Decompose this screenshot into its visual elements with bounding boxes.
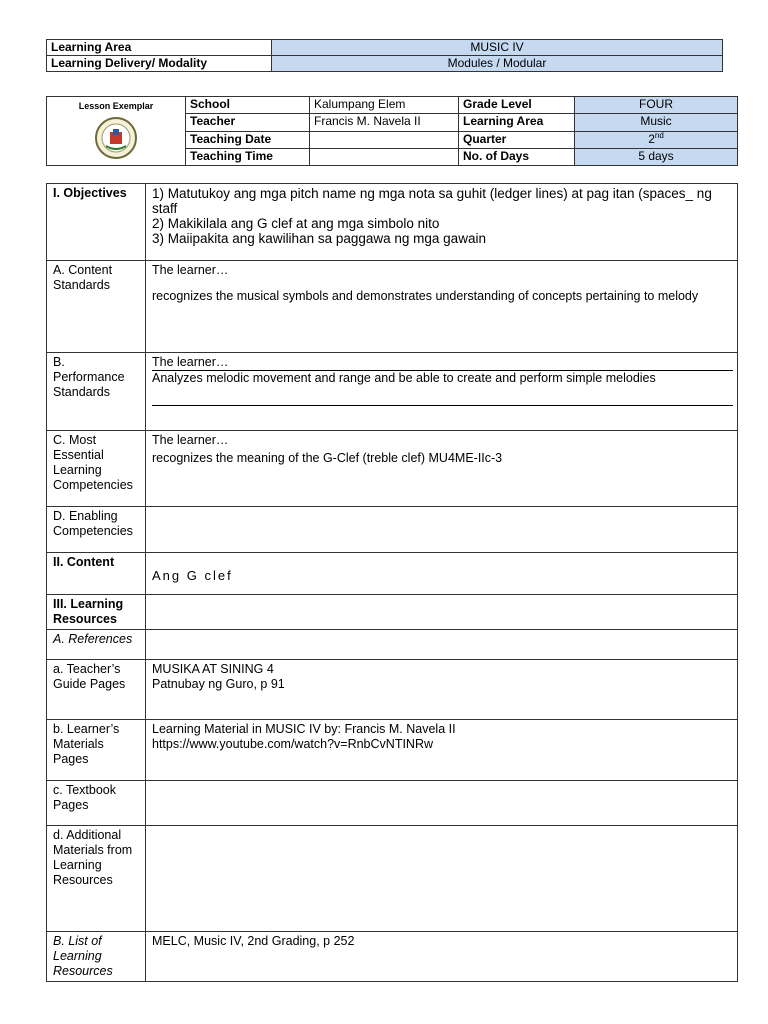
melc-cell <box>146 431 738 507</box>
header-table <box>46 39 723 72</box>
exemplar-table <box>46 96 738 166</box>
melc-intro: The learner… <box>152 433 229 447</box>
school-seal-icon <box>94 116 138 160</box>
objectives-label: I. Objectives <box>47 184 146 261</box>
references-cell <box>146 630 738 660</box>
learners-materials-link[interactable]: https://www.youtube.com/watch?v=RnbCvNTINRw <box>152 737 434 751</box>
area-label: Learning Area <box>459 114 575 131</box>
content-label: II. Content <box>47 553 146 595</box>
list-resources-label: B. List of Learning Resources <box>47 932 146 982</box>
list-resources-cell <box>146 932 738 982</box>
lesson-table <box>46 183 738 982</box>
teachers-guide-line-1: MUSIKA AT SINING 4 <box>152 662 274 676</box>
content-standards-text: recognizes the musical symbols and demonstrates understanding of concepts pertaining to melody <box>152 289 699 303</box>
performance-standards-label: B. Performance Standards <box>47 353 146 431</box>
quarter-label: Quarter <box>459 131 575 148</box>
additional-materials-cell <box>146 826 738 932</box>
additional-materials-label: d. Additional Materials from Learning Resources <box>47 826 146 932</box>
grade-label: Grade Level <box>459 97 575 114</box>
teacher-value: Francis M. Navela II <box>310 114 459 131</box>
quarter-value <box>575 131 738 148</box>
content-standards-intro: The learner… <box>152 263 229 277</box>
performance-standards-intro: The learner… <box>152 355 229 369</box>
resources-label: III. Learning Resources <box>47 595 146 630</box>
time-label: Teaching Time <box>186 148 310 165</box>
quarter-number: 2 <box>648 131 655 146</box>
date-value <box>310 131 459 148</box>
area-value: Music <box>575 114 738 131</box>
enabling-cell <box>146 507 738 553</box>
grade-value: FOUR <box>575 97 738 114</box>
content-cell <box>146 553 738 595</box>
textbook-cell <box>146 781 738 826</box>
learners-materials-cell <box>146 720 738 781</box>
school-label: School <box>186 97 310 114</box>
enabling-label: D. Enabling Competencies <box>47 507 146 553</box>
days-label: No. of Days <box>459 148 575 165</box>
teachers-guide-line-2: Patnubay ng Guro, p 91 <box>152 677 285 691</box>
days-value: 5 days <box>575 148 738 165</box>
learning-area-label: Learning Area <box>47 40 272 56</box>
teachers-guide-cell <box>146 660 738 720</box>
modality-label: Learning Delivery/ Modality <box>47 56 272 72</box>
exemplar-title: Lesson Exemplar <box>78 101 154 111</box>
melc-text: recognizes the meaning of the G-Clef (treble clef) MU4ME-IIc-3 <box>152 451 503 465</box>
teachers-guide-label: a. Teacher’s Guide Pages <box>47 660 146 720</box>
learners-materials-line-1: Learning Material in MUSIC IV by: Francis M. Navela II <box>152 722 456 736</box>
exemplar-logo-cell <box>47 97 186 166</box>
content-standards-label: A. Content Standards <box>47 261 146 353</box>
modality-value: Modules / Modular <box>272 56 723 72</box>
teacher-label: Teacher <box>186 114 310 131</box>
learning-area-value: MUSIC IV <box>272 40 723 56</box>
performance-standards-text: Analyzes melodic movement and range and be able to create and perform simple melodies <box>152 370 733 386</box>
list-resources-text: MELC, Music IV, 2nd Grading, p 252 <box>152 934 355 948</box>
quarter-suffix: nd <box>654 131 664 140</box>
objective-3: 3) Maiipakita ang kawilihan sa paggawa ng mga gawain <box>152 231 486 246</box>
school-value: Kalumpang Elem <box>310 97 459 114</box>
objective-2: 2) Makikilala ang G clef at ang mga simbolo nito <box>152 216 440 231</box>
textbook-label: c. Textbook Pages <box>47 781 146 826</box>
melc-label: C. Most Essential Learning Competencies <box>47 431 146 507</box>
performance-standards-rule <box>152 405 733 406</box>
resources-cell <box>146 595 738 630</box>
content-text: Ang G clef <box>152 568 233 583</box>
time-value <box>310 148 459 165</box>
learners-materials-label: b. Learner’s Materials Pages <box>47 720 146 781</box>
performance-standards-cell <box>146 353 738 431</box>
date-label: Teaching Date <box>186 131 310 148</box>
objective-1: 1) Matutukoy ang mga pitch name ng mga nota sa guhit (ledger lines) at pag itan (spaces_ ng staff <box>152 186 712 216</box>
objectives-cell <box>146 184 738 261</box>
references-label: A. References <box>47 630 146 660</box>
content-standards-cell <box>146 261 738 353</box>
